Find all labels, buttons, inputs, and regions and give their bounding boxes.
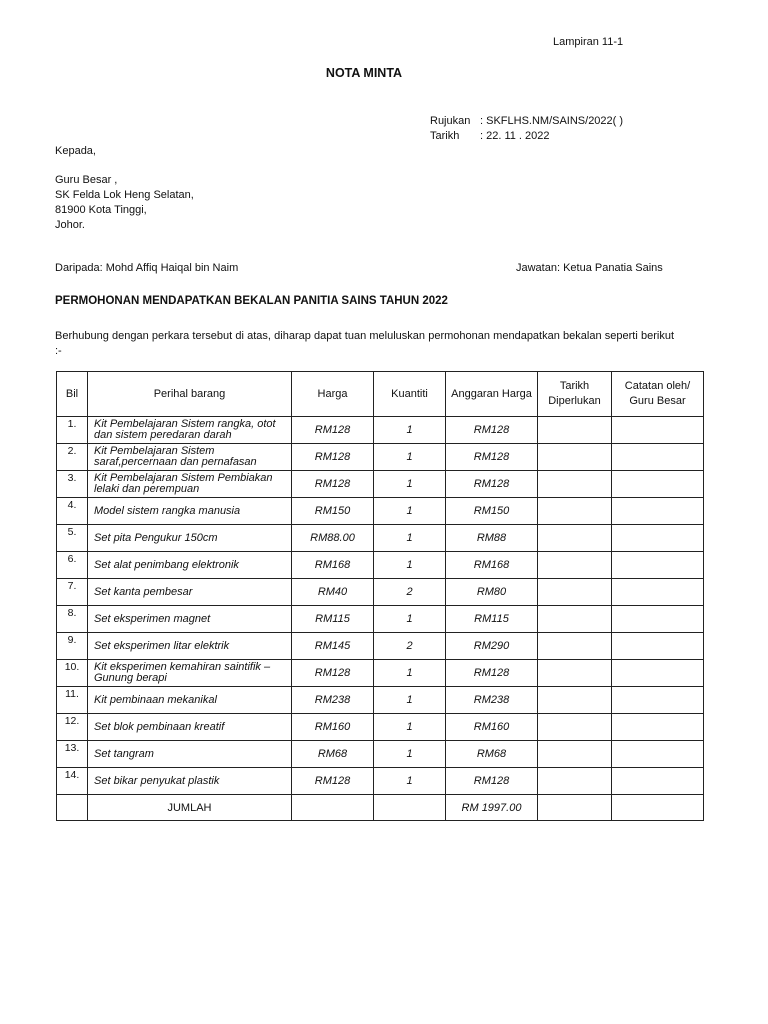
cell-catatan	[612, 714, 704, 741]
cell-catatan	[612, 687, 704, 714]
cell-catatan	[612, 552, 704, 579]
table-row	[57, 741, 704, 768]
cell-anggaran: RM128	[446, 768, 538, 795]
cell-harga: RM238	[292, 687, 374, 714]
reference-block	[430, 114, 623, 144]
table-row	[57, 471, 704, 498]
total-empty-cell	[374, 795, 446, 821]
header-anggaran: Anggaran Harga	[446, 372, 538, 417]
address-line: Johor.	[55, 219, 85, 231]
cell-catatan	[612, 768, 704, 795]
table-row	[57, 687, 704, 714]
document-title: NOTA MINTA	[325, 66, 403, 80]
cell-item: Kit Pembelajaran Sistem Pembiakan lelaki dan perempuan	[88, 471, 292, 498]
rujukan-label: Rujukan	[430, 115, 471, 127]
table-row	[57, 498, 704, 525]
cell-anggaran: RM160	[446, 714, 538, 741]
cell-catatan	[612, 444, 704, 471]
cell-bil: 12.	[57, 714, 88, 741]
attachment-label: Lampiran 11-1	[553, 36, 624, 48]
cell-harga: RM128	[292, 444, 374, 471]
cell-item: Set alat penimbang elektronik	[88, 552, 292, 579]
sender-name: Daripada: Mohd Affiq Haiqal bin Naim	[55, 262, 239, 274]
table-header-row	[57, 372, 704, 417]
cell-kuantiti: 2	[374, 633, 446, 660]
tarikh-value: : 22. 11 . 2022	[480, 130, 550, 142]
cell-tarikh	[538, 579, 612, 606]
cell-harga: RM128	[292, 768, 374, 795]
cell-bil: 9.	[57, 633, 88, 660]
cell-item: Kit Pembelajaran Sistem saraf,percernaan dan pernafasan	[88, 444, 292, 471]
cell-tarikh	[538, 714, 612, 741]
cell-harga: RM128	[292, 417, 374, 444]
cell-item: Set eksperimen litar elektrik	[88, 633, 292, 660]
table-row	[57, 579, 704, 606]
cell-kuantiti: 1	[374, 687, 446, 714]
table-body	[57, 417, 704, 795]
request-table	[56, 371, 704, 821]
cell-item: Set bikar penyukat plastik	[88, 768, 292, 795]
rujukan-line	[430, 114, 623, 129]
total-empty-cell	[538, 795, 612, 821]
cell-catatan	[612, 741, 704, 768]
cell-tarikh	[538, 768, 612, 795]
cell-catatan	[612, 633, 704, 660]
cell-harga: RM115	[292, 606, 374, 633]
cell-bil: 8.	[57, 606, 88, 633]
cell-item: Set kanta pembesar	[88, 579, 292, 606]
recipient-address	[55, 173, 194, 233]
table-row	[57, 552, 704, 579]
cell-anggaran: RM68	[446, 741, 538, 768]
cell-kuantiti: 1	[374, 471, 446, 498]
cell-kuantiti: 1	[374, 606, 446, 633]
table-row	[57, 660, 704, 687]
cell-anggaran: RM80	[446, 579, 538, 606]
cell-bil: 2.	[57, 444, 88, 471]
cell-item: Set tangram	[88, 741, 292, 768]
header-perihal: Perihal barang	[88, 372, 292, 417]
table-row	[57, 714, 704, 741]
cell-catatan	[612, 660, 704, 687]
cell-harga: RM68	[292, 741, 374, 768]
total-label: JUMLAH	[88, 795, 292, 821]
cell-item: Model sistem rangka manusia	[88, 498, 292, 525]
cell-harga: RM145	[292, 633, 374, 660]
cell-tarikh	[538, 444, 612, 471]
cell-kuantiti: 1	[374, 741, 446, 768]
cell-bil: 3.	[57, 471, 88, 498]
address-line: SK Felda Lok Heng Selatan,	[55, 189, 194, 201]
header-catatan: Catatan oleh/ Guru Besar	[612, 372, 704, 417]
cell-anggaran: RM128	[446, 471, 538, 498]
cell-catatan	[612, 417, 704, 444]
cell-harga: RM88.00	[292, 525, 374, 552]
cell-kuantiti: 1	[374, 768, 446, 795]
cell-item: Kit Pembelajaran Sistem rangka, otot dan sistem peredaran darah	[88, 417, 292, 444]
cell-bil: 11.	[57, 687, 88, 714]
cell-anggaran: RM128	[446, 660, 538, 687]
cell-anggaran: RM150	[446, 498, 538, 525]
cell-kuantiti: 1	[374, 417, 446, 444]
cell-item: Set pita Pengukur 150cm	[88, 525, 292, 552]
tarikh-line	[430, 129, 623, 144]
table-row	[57, 633, 704, 660]
cell-kuantiti: 1	[374, 714, 446, 741]
cell-item: Set blok pembinaan kreatif	[88, 714, 292, 741]
cell-bil: 4.	[57, 498, 88, 525]
cell-catatan	[612, 498, 704, 525]
cell-item: Kit eksperimen kemahiran saintifik – Gunung berapi	[88, 660, 292, 687]
cell-item: Set eksperimen magnet	[88, 606, 292, 633]
table-row	[57, 606, 704, 633]
cell-tarikh	[538, 687, 612, 714]
table-row	[57, 417, 704, 444]
cell-tarikh	[538, 471, 612, 498]
cell-kuantiti: 1	[374, 552, 446, 579]
cell-kuantiti: 1	[374, 444, 446, 471]
cell-bil: 1.	[57, 417, 88, 444]
total-empty-cell	[292, 795, 374, 821]
address-line: 81900 Kota Tinggi,	[55, 204, 147, 216]
cell-catatan	[612, 471, 704, 498]
cell-harga: RM40	[292, 579, 374, 606]
cell-catatan	[612, 606, 704, 633]
table-row	[57, 768, 704, 795]
total-empty-cell	[57, 795, 88, 821]
cell-bil: 6.	[57, 552, 88, 579]
cell-bil: 7.	[57, 579, 88, 606]
cell-bil: 14.	[57, 768, 88, 795]
cell-tarikh	[538, 741, 612, 768]
cell-anggaran: RM115	[446, 606, 538, 633]
address-line: Guru Besar ,	[55, 174, 118, 186]
cell-bil: 13.	[57, 741, 88, 768]
cell-kuantiti: 1	[374, 498, 446, 525]
cell-kuantiti: 1	[374, 660, 446, 687]
table-row	[57, 525, 704, 552]
cell-harga: RM160	[292, 714, 374, 741]
cell-catatan	[612, 579, 704, 606]
cell-item: Kit pembinaan mekanikal	[88, 687, 292, 714]
total-value: RM 1997.00	[446, 795, 538, 821]
cell-anggaran: RM168	[446, 552, 538, 579]
header-harga: Harga	[292, 372, 374, 417]
subject-heading: PERMOHONAN MENDAPATKAN BEKALAN PANITIA SAINS TAHUN 2022	[55, 295, 448, 307]
header-tarikh: Tarikh Diperlukan	[538, 372, 612, 417]
sender-position: Jawatan: Ketua Panatia Sains	[516, 262, 663, 274]
cell-anggaran: RM88	[446, 525, 538, 552]
cell-tarikh	[538, 525, 612, 552]
cell-anggaran: RM128	[446, 417, 538, 444]
cell-tarikh	[538, 552, 612, 579]
cell-tarikh	[538, 498, 612, 525]
cell-anggaran: RM290	[446, 633, 538, 660]
kepada-label: Kepada,	[55, 145, 96, 157]
cell-harga: RM150	[292, 498, 374, 525]
cell-kuantiti: 1	[374, 525, 446, 552]
cell-anggaran: RM128	[446, 444, 538, 471]
cell-anggaran: RM238	[446, 687, 538, 714]
rujukan-value: : SKFLHS.NM/SAINS/2022( )	[480, 115, 624, 127]
cell-harga: RM168	[292, 552, 374, 579]
cell-harga: RM128	[292, 471, 374, 498]
header-kuantiti: Kuantiti	[374, 372, 446, 417]
cell-kuantiti: 2	[374, 579, 446, 606]
cell-tarikh	[538, 633, 612, 660]
cell-tarikh	[538, 417, 612, 444]
header-bil: Bil	[57, 372, 88, 417]
cell-catatan	[612, 525, 704, 552]
cell-tarikh	[538, 606, 612, 633]
cell-bil: 10.	[57, 660, 88, 687]
total-row	[57, 795, 704, 821]
cell-tarikh	[538, 660, 612, 687]
table-row	[57, 444, 704, 471]
cell-bil: 5.	[57, 525, 88, 552]
tarikh-label: Tarikh	[430, 130, 460, 142]
cell-harga: RM128	[292, 660, 374, 687]
intro-paragraph: Berhubung dengan perkara tersebut di atas, diharap dapat tuan meluluskan permohonan mendapatkan bekalan seperti berikut :-	[55, 330, 674, 357]
total-empty-cell	[612, 795, 704, 821]
